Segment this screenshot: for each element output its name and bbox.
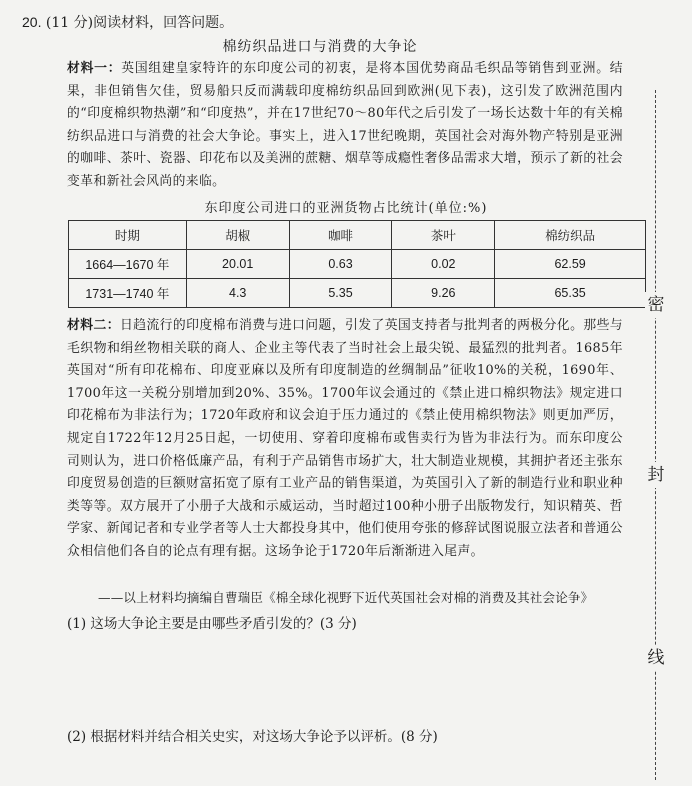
material-title: 棉纺织品进口与消费的大争论 xyxy=(222,39,418,55)
table-row xyxy=(69,279,646,308)
table-header-cell: 棉纺织品 xyxy=(495,221,646,250)
table-header-row xyxy=(69,221,646,250)
table-cell: 65.35 xyxy=(495,279,646,308)
material-one xyxy=(67,58,623,194)
table-cell: 9.26 xyxy=(392,279,495,308)
question-number: 20. xyxy=(22,14,42,30)
table-cell: 0.02 xyxy=(392,250,495,279)
material-two-label: 材料二： xyxy=(67,318,120,333)
table-caption: 东印度公司进口的亚洲货物占比统计(单位:%) xyxy=(204,201,488,216)
binding-char-seal: 密 xyxy=(645,292,667,318)
table-cell: 20.01 xyxy=(186,250,289,279)
material-two-text: 日趋流行的印度棉布消费与进口问题，引发了英国支持者与批判者的两极分化。那些与毛织物和绢丝物相关联的商人、企业主等代表了当时社会上最尖锐、最猛烈的批判者。1685年英国对“所有印花棉布、印度亚麻以及所有印度制造的丝绸制品”征收10%的关税，1690年、1700年这一关税分别增加到20%、35%。1700年议会通过的《禁止进口棉织物法》规定进口印花棉布为非法行为；1720年政府和议会迫于压力通过的《禁止使用棉织物法》则更加严厉，规定自1722年12月25日起，一切使用、穿着印度棉布或售卖行为皆为非法行为。而东印度公司则认为，进口价格低廉产品，有利于产品销售市场扩大，壮大制造业规模，其拥护者还主张东印度贸易创造的巨额财富拓宽了原有工业产品的销售渠道，为英国引入了新的制造行业和职业种类等等。双方展开了小册子大战和示威运动，当时超过100种小册子出版物发行，知识精英、哲学家、新闻记者和专业学者等人士大都投身其中，他们使用夸张的修辞试图说服立法者和普通公众相信他们各自的论点有理有据。这场争论于1720年后渐渐进入尾声。 xyxy=(67,318,624,559)
material-one-label: 材料一： xyxy=(67,61,122,76)
question-instruction: 阅读材料，回答问题。 xyxy=(93,15,234,31)
table-cell: 1664—1670 年 xyxy=(69,250,187,279)
material-one-text: 英国组建皇家特许的东印度公司的初衷，是将本国优势商品毛织品等销售到亚洲。结果，非但销售欠佳，贸易船只反而满载印度棉纺织品回到欧洲(见下表)，这引发了欧洲范围内的“印度棉织物热潮”和“印度热”，并在17世纪70～80年代之后引发了一场长达数十年的有关棉纺织品进口与消费的社会大争论。事实上，进入17世纪晚期，英国社会对海外物产特别是亚洲的咖啡、茶叶、瓷器、印花布以及美洲的蔗糖、烟草等成瘾性奢侈品需求大增，预示了新的社会变革和新社会风尚的来临。 xyxy=(67,61,623,189)
table-header-cell: 时期 xyxy=(69,221,187,250)
table-cell: 0.63 xyxy=(289,250,392,279)
sub-question-1: (1) 这场大争论主要是由哪些矛盾引发的？(3 分) xyxy=(67,616,357,632)
binding-char-line: 线 xyxy=(645,645,667,671)
table-header-cell: 胡椒 xyxy=(186,221,289,250)
table-cell: 1731—1740 年 xyxy=(69,279,187,308)
table-cell: 5.35 xyxy=(289,279,392,308)
table-cell: 62.59 xyxy=(495,250,646,279)
material-two xyxy=(67,315,623,564)
source-citation: ——以上材料均摘编自曹瑞臣《棉全球化视野下近代英国社会对棉的消费及其社会论争》 xyxy=(98,590,594,605)
import-share-table xyxy=(68,220,646,308)
table-header-cell: 茶叶 xyxy=(392,221,495,250)
question-points: (11 分) xyxy=(45,15,94,31)
table-header-cell: 咖啡 xyxy=(289,221,392,250)
sub-question-2: (2) 根据材料并结合相关史实，对这场大争论予以评析。(8 分) xyxy=(67,729,438,745)
table-row xyxy=(69,250,646,279)
question-header xyxy=(22,12,233,32)
table-cell: 4.3 xyxy=(186,279,289,308)
binding-char-envelope: 封 xyxy=(645,462,667,488)
binding-dashed-line xyxy=(655,90,656,780)
